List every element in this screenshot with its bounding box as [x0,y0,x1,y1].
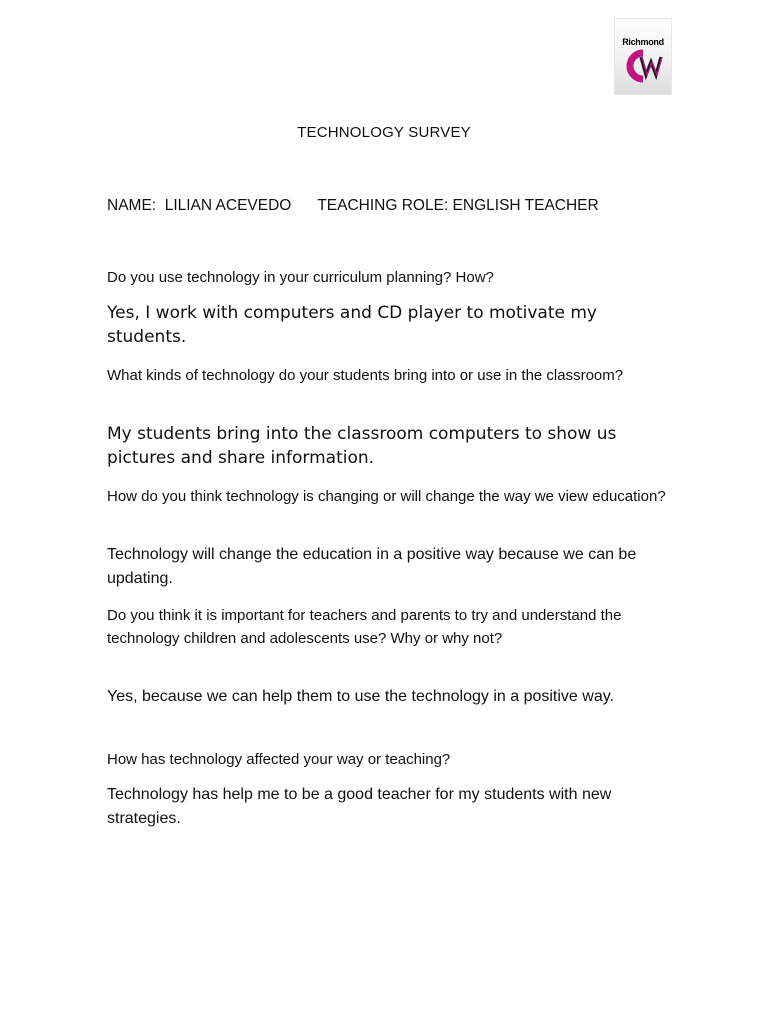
answer-2: My students bring into the classroom computers to show us pictures and share information. [107,424,617,468]
logo-mark-icon [621,49,667,83]
question-4: Do you think it is important for teachers and parents to try and understand the technology children and adolescents use? Why or why not? [107,607,622,647]
teaching-role: TEACHING ROLE: ENGLISH TEACHER [317,197,599,214]
answer-4: Yes, because we can help them to use the technology in a positive way. [107,688,614,705]
question-2: What kinds of technology do your students bring into or use in the classroom? [107,367,624,384]
document-title: TECHNOLOGY SURVEY [297,124,471,141]
answer-5: Technology has help me to be a good teacher for my students with new strategies. [107,786,612,827]
answer-3: Technology will change the education in a positive way because we can be updating. [107,546,637,587]
question-1: Do you use technology in your curriculum planning? How? [107,269,494,286]
richmond-logo [614,18,672,95]
answer-1: Yes, I work with computers and CD player to motivate my students. [107,303,597,347]
question-3: How do you think technology is changing or will change the way we view education? [107,488,666,505]
respondent-name: NAME: LILIAN ACEVEDO [107,197,292,214]
logo-wordmark: Richmond [622,37,664,47]
question-5: How has technology affected your way or teaching? [107,751,451,768]
name-role-line [107,197,599,215]
